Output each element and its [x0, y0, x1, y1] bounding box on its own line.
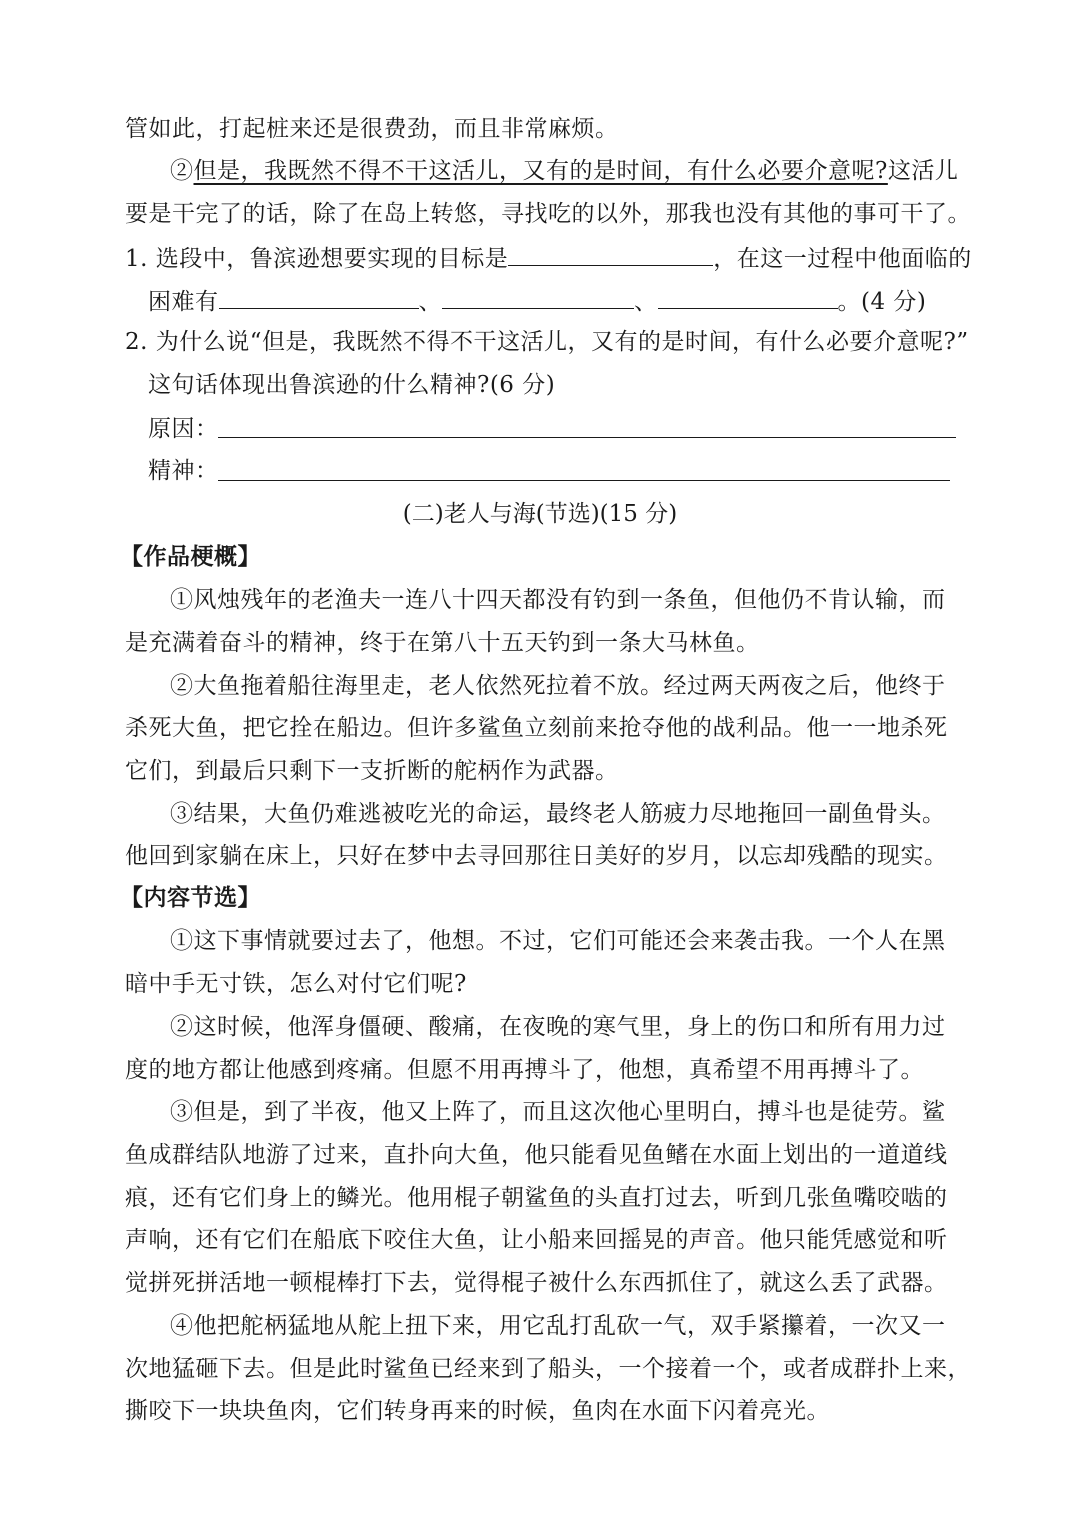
answer-line-reason[interactable]: [218, 437, 956, 438]
excerpt-line: ④他把舵柄猛地从舵上扭下来，用它乱打乱砍一气，双手紧攥着，一次又一: [170, 1313, 946, 1339]
excerpt-line: 撕咬下一块块鱼肉，它们转身再来的时候，鱼肉在水面下闪着亮光。: [125, 1398, 830, 1424]
summary-line: 它们，到最后只剩下一支折断的舵柄作为武器。: [125, 758, 619, 784]
answer-blank-difficulty-3[interactable]: [658, 288, 838, 309]
summary-line: ②大鱼拖着船往海里走，老人依然死拉着不放。经过两天两夜之后，他终于: [170, 673, 946, 699]
passage-line: 管如此，打起桩来还是很费劲，而且非常麻烦。: [125, 116, 619, 142]
answer-blank-goal[interactable]: [508, 245, 713, 266]
underlined-sentence: 但是，我既然不得不干这活儿，又有的是时间，有什么必要介意呢?: [193, 158, 888, 184]
reason-label: 原因：: [148, 416, 219, 442]
question-1-line-2: [148, 288, 926, 314]
question-text: ，在这一过程中他面临的: [713, 246, 972, 272]
answer-line-spirit[interactable]: [218, 480, 950, 481]
excerpt-line: ③但是，到了半夜，他又上阵了，而且这次他心里明白，搏斗也是徒劳。鲨: [170, 1099, 946, 1125]
answer-blank-difficulty-2[interactable]: [442, 288, 634, 309]
excerpt-line: 鱼成群结队地游了过来，直扑向大鱼，他只能看见鱼鳍在水面上划出的一道道线: [125, 1142, 948, 1168]
question-text: 1. 选段中，鲁滨逊想要实现的目标是: [125, 246, 509, 272]
excerpt-line: 觉拼死拼活地一顿棍棒打下去，觉得棍子被什么东西抓住了，就这么丢了武器。: [125, 1270, 948, 1296]
answer-blank-difficulty-1[interactable]: [219, 288, 419, 309]
excerpt-line: 痕，还有它们身上的鳞光。他用棍子朝鲨鱼的头直打过去，听到几张鱼嘴咬啮的: [125, 1185, 948, 1211]
excerpt-heading: 【内容节选】: [120, 884, 261, 911]
excerpt-line: 暗中手无寸铁，怎么对付它们呢?: [125, 971, 467, 997]
passage-line: 要是干完了的话，除了在岛上转悠，寻找吃的以外，那我也没有其他的事可干了。: [125, 201, 971, 227]
summary-line: 他回到家躺在床上，只好在梦中去寻回那往日美好的岁月，以忘却残酷的现实。: [125, 843, 948, 869]
summary-line: 是充满着奋斗的精神，终于在第八十五天钓到一条大马林鱼。: [125, 630, 760, 656]
paragraph-number: ②: [170, 158, 194, 184]
excerpt-line: ②这时候，他浑身僵硬、酸痛，在夜晚的寒气里，身上的伤口和所有用力过: [170, 1014, 946, 1040]
summary-line: ①风烛残年的老渔夫一连八十四天都没有钓到一条鱼，但他仍不肯认输，而: [170, 587, 946, 613]
question-1-line-1: [125, 245, 972, 271]
separator: 、: [634, 289, 658, 315]
score-label: 。(4 分): [837, 289, 927, 315]
summary-heading: 【作品梗概】: [120, 543, 261, 570]
passage-paragraph-2: [170, 160, 958, 183]
section-title: (二)老人与海(节选)(15 分): [402, 501, 678, 527]
summary-line: 杀死大鱼，把它拴在船边。但许多鲨鱼立刻前来抢夺他的战利品。他一一地杀死: [125, 715, 948, 741]
excerpt-line: 声响，还有它们在船底下咬住大鱼，让小船来回摇晃的声音。他只能凭感觉和听: [125, 1227, 948, 1253]
question-text: 困难有: [148, 289, 219, 315]
excerpt-line: 度的地方都让他感到疼痛。但愿不用再搏斗了，他想，真希望不用再搏斗了。: [125, 1057, 924, 1083]
excerpt-line: 次地猛砸下去。但是此时鲨鱼已经来到了船头，一个接着一个，或者成群扑上来，: [125, 1356, 971, 1382]
question-2-line-1: 2. 为什么说“但是，我既然不得不干这活儿，又有的是时间，有什么必要介意呢?”: [125, 329, 969, 355]
separator: 、: [418, 289, 442, 315]
summary-line: ③结果，大鱼仍难逃被吃光的命运，最终老人筋疲力尽地拖回一副鱼骨头。: [170, 801, 946, 827]
spirit-label: 精神：: [148, 458, 219, 484]
excerpt-line: ①这下事情就要过去了，他想。不过，它们可能还会来袭击我。一个人在黑: [170, 928, 946, 954]
passage-text: 这活儿: [887, 158, 959, 184]
question-2-line-2: 这句话体现出鲁滨逊的什么精神?(6 分): [148, 372, 556, 398]
